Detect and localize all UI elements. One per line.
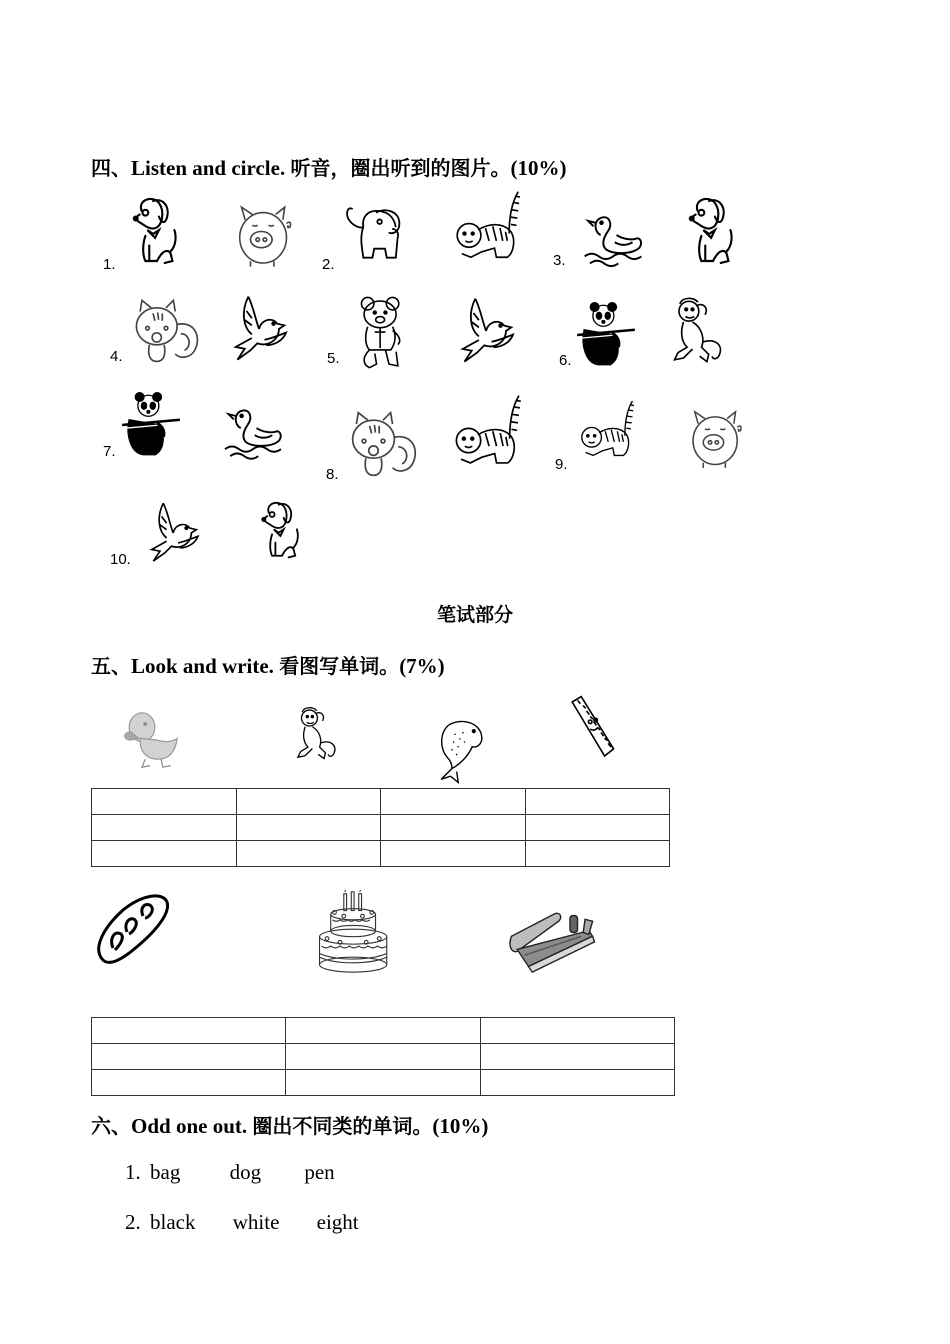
written-part-title: 笔试部分 bbox=[436, 604, 513, 626]
squirrel-icon bbox=[345, 405, 421, 481]
section-number: 四、 bbox=[91, 156, 131, 180]
writing-cell[interactable] bbox=[381, 841, 526, 867]
duckling-icon bbox=[118, 705, 182, 775]
duck-picture[interactable] bbox=[575, 205, 651, 267]
tiger-picture[interactable] bbox=[575, 395, 643, 469]
dog-icon bbox=[128, 193, 186, 271]
tiger-picture[interactable] bbox=[448, 388, 532, 480]
section-title-cn: 圈出不同类的单词。 bbox=[252, 1114, 433, 1138]
tiger-icon bbox=[575, 395, 643, 469]
item-number: 7. bbox=[103, 443, 116, 460]
elephant-picture[interactable] bbox=[340, 195, 412, 270]
section-score: (10%) bbox=[510, 156, 567, 180]
panda-icon bbox=[120, 390, 182, 460]
duck-picture bbox=[118, 705, 182, 775]
writing-cell[interactable] bbox=[236, 815, 381, 841]
item-number: 6. bbox=[559, 352, 572, 369]
writing-cell[interactable] bbox=[92, 1070, 286, 1096]
word-option[interactable]: eight bbox=[316, 1210, 359, 1234]
item-number: 2. bbox=[322, 256, 335, 273]
fish-icon bbox=[428, 714, 490, 784]
word-option[interactable]: black bbox=[150, 1210, 196, 1234]
bread-icon bbox=[93, 890, 173, 970]
panda-picture[interactable] bbox=[575, 300, 637, 370]
tiger-picture[interactable] bbox=[448, 188, 532, 270]
word-option[interactable]: dog bbox=[229, 1160, 262, 1184]
writing-cell[interactable] bbox=[92, 815, 237, 841]
section-number: 五、 bbox=[91, 654, 131, 678]
pig-icon bbox=[682, 405, 750, 473]
word-option[interactable]: bag bbox=[150, 1160, 181, 1184]
dog-icon bbox=[684, 193, 742, 271]
tiger-icon bbox=[448, 388, 532, 480]
elephant-icon bbox=[340, 195, 412, 270]
row-label: 2. bbox=[125, 1210, 141, 1234]
monkey-icon bbox=[284, 705, 348, 763]
bird-icon bbox=[452, 295, 522, 367]
cake-icon bbox=[317, 890, 393, 974]
writing-cell[interactable] bbox=[236, 789, 381, 815]
writing-cell[interactable] bbox=[92, 1044, 286, 1070]
writing-cell[interactable] bbox=[480, 1018, 674, 1044]
section-number: 六、 bbox=[91, 1114, 131, 1138]
dog-picture[interactable] bbox=[684, 193, 742, 271]
item-number: 9. bbox=[555, 456, 568, 473]
monkey-picture bbox=[284, 705, 348, 763]
item-number: 1. bbox=[103, 256, 116, 273]
section-title-cn: 看图写单词。 bbox=[279, 654, 400, 678]
bird-icon bbox=[228, 293, 292, 365]
writing-grid-1 bbox=[91, 788, 670, 867]
dog-picture[interactable] bbox=[254, 498, 310, 564]
pig-picture[interactable] bbox=[230, 200, 298, 272]
cake-picture bbox=[317, 890, 393, 974]
bird-picture[interactable] bbox=[142, 500, 206, 566]
duck-picture[interactable] bbox=[218, 398, 288, 460]
section-score: (10%) bbox=[432, 1114, 489, 1138]
bird-icon bbox=[142, 500, 206, 566]
writing-cell[interactable] bbox=[525, 789, 670, 815]
panda-picture[interactable] bbox=[120, 390, 182, 460]
writing-cell[interactable] bbox=[525, 841, 670, 867]
pig-picture[interactable] bbox=[682, 405, 750, 473]
word-option[interactable]: pen bbox=[304, 1160, 335, 1184]
item-number: 4. bbox=[110, 348, 123, 365]
duck-icon bbox=[575, 205, 651, 267]
item-number: 10. bbox=[110, 551, 131, 568]
pig-icon bbox=[230, 200, 298, 272]
section-score: (7%) bbox=[399, 654, 445, 678]
tiger-icon bbox=[448, 188, 532, 270]
bread-picture bbox=[93, 890, 173, 970]
item-number: 5. bbox=[327, 350, 340, 367]
section-title-en: Odd one out. bbox=[131, 1114, 248, 1138]
pencil-box-icon bbox=[505, 908, 601, 974]
dog-icon bbox=[254, 498, 310, 564]
squirrel-icon bbox=[128, 293, 204, 367]
writing-cell[interactable] bbox=[286, 1044, 480, 1070]
writing-cell[interactable] bbox=[480, 1070, 674, 1096]
row-label: 1. bbox=[125, 1160, 141, 1184]
monkey-picture[interactable] bbox=[662, 295, 732, 367]
writing-cell[interactable] bbox=[286, 1018, 480, 1044]
ruler-picture bbox=[565, 693, 619, 765]
writing-cell[interactable] bbox=[92, 789, 237, 815]
squirrel-picture[interactable] bbox=[345, 405, 421, 481]
odd-one-out-row bbox=[125, 1210, 359, 1235]
bird-picture[interactable] bbox=[228, 293, 292, 365]
section-title-en: Listen and circle. bbox=[131, 156, 286, 180]
writing-cell[interactable] bbox=[92, 841, 237, 867]
writing-grid-2 bbox=[91, 1017, 675, 1096]
bird-picture[interactable] bbox=[452, 295, 522, 367]
bear-picture[interactable] bbox=[348, 293, 414, 373]
duck-icon bbox=[218, 398, 288, 460]
panda-icon bbox=[575, 300, 637, 370]
dog-picture[interactable] bbox=[128, 193, 186, 271]
odd-one-out-row bbox=[125, 1160, 335, 1185]
writing-cell[interactable] bbox=[381, 815, 526, 841]
writing-cell[interactable] bbox=[286, 1070, 480, 1096]
pencil-box-picture bbox=[505, 908, 601, 974]
writing-cell[interactable] bbox=[236, 841, 381, 867]
word-option[interactable]: white bbox=[232, 1210, 280, 1234]
ruler-icon bbox=[565, 693, 619, 765]
monkey-icon bbox=[662, 295, 732, 367]
bear-icon bbox=[348, 293, 414, 373]
fish-picture bbox=[428, 714, 490, 784]
writing-cell[interactable] bbox=[381, 789, 526, 815]
section-5-heading bbox=[91, 650, 445, 679]
item-number: 8. bbox=[326, 466, 339, 483]
item-number: 3. bbox=[553, 252, 566, 269]
writing-cell[interactable] bbox=[480, 1044, 674, 1070]
section-title-en: Look and write. bbox=[131, 654, 274, 678]
writing-cell[interactable] bbox=[525, 815, 670, 841]
section-6-heading bbox=[91, 1110, 488, 1139]
writing-cell[interactable] bbox=[92, 1018, 286, 1044]
section-title-cn: 听音，圈出听到的图片。 bbox=[290, 156, 511, 180]
squirrel-picture[interactable] bbox=[128, 293, 204, 367]
section-4-heading bbox=[91, 152, 566, 181]
